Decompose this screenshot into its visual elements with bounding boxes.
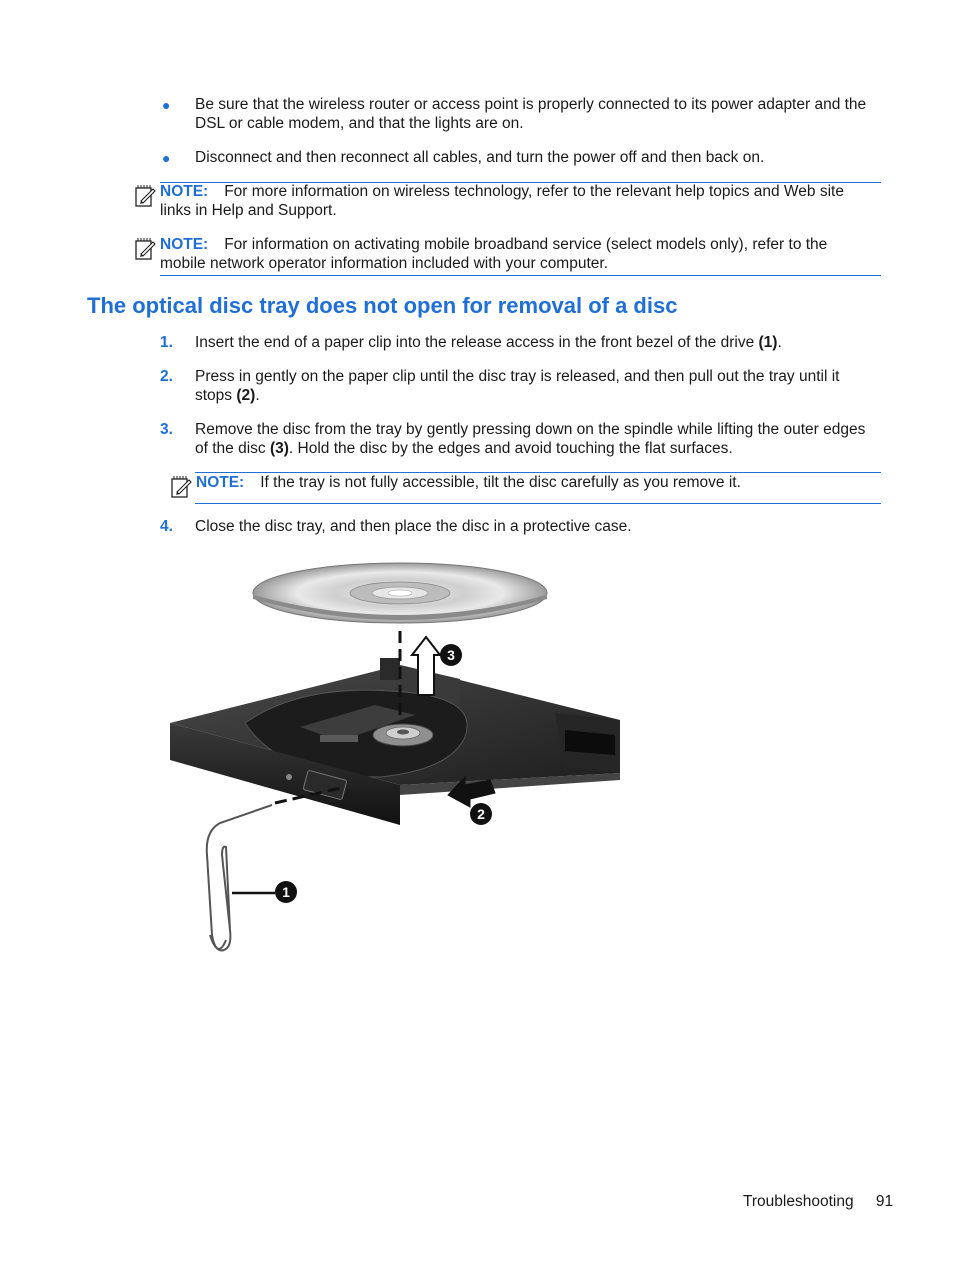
step-3 xyxy=(195,420,875,458)
page-number: 91 xyxy=(875,1193,894,1210)
footer xyxy=(743,1192,893,1211)
callout-3: 3 xyxy=(447,647,455,663)
note-text: If the tray is not fully accessible, tilt the disc carefully as you remove it. xyxy=(260,474,741,491)
bullet-item-cables: Disconnect and then reconnect all cables, and turn the power off and then back on. xyxy=(195,149,765,166)
step-text: . xyxy=(255,387,260,404)
note-text: For information on activating mobile broadband service (select models only), refer to the mobile network operator information included with your computer. xyxy=(160,236,828,272)
note-rule xyxy=(160,275,881,276)
note-tray-tilt xyxy=(196,473,876,492)
step-text: . Hold the disc by the edges and avoid touching the flat surfaces. xyxy=(288,440,733,457)
bullet-marker: ● xyxy=(162,97,171,113)
paper-clip xyxy=(207,787,345,950)
step-number: 1. xyxy=(160,334,173,351)
callout-1: 1 xyxy=(282,884,290,900)
step-1 xyxy=(195,333,875,352)
note-text: For more information on wireless technology, refer to the relevant help topics and Web site links in Help and Support. xyxy=(160,183,844,219)
bullet-item-router: Be sure that the wireless router or access point is properly connected to its power adapter and the DSL or cable modem, and that the lights are on. xyxy=(195,96,867,132)
step-number: 2. xyxy=(160,368,173,385)
drive-body xyxy=(170,658,620,825)
step-ref: (3) xyxy=(269,440,289,457)
step-text: . xyxy=(777,334,782,351)
step-ref: (1) xyxy=(758,334,778,351)
note-mobile-broadband xyxy=(160,235,875,273)
step-2 xyxy=(195,367,875,405)
footer-section: Troubleshooting xyxy=(743,1193,854,1210)
step-number: 4. xyxy=(160,518,173,535)
step-text: Close the disc tray, and then place the disc in a protective case. xyxy=(195,518,632,535)
note-icon xyxy=(134,237,156,261)
step-ref: (2) xyxy=(236,387,256,404)
note-wireless xyxy=(160,182,875,220)
section-title: The optical disc tray does not open for removal of a disc xyxy=(87,293,678,318)
disc xyxy=(253,563,547,623)
note-label: NOTE: xyxy=(160,183,209,200)
step-text: Press in gently on the paper clip until the disc tray is released, and then pull out the tray until it stops xyxy=(195,368,840,404)
step-text: Remove the disc from the tray by gently pressing down on the spindle while lifting the outer edges of the disc xyxy=(195,421,866,457)
note-rule xyxy=(195,503,881,504)
bullet-marker: ● xyxy=(162,150,171,166)
note-label: NOTE: xyxy=(196,474,245,491)
callout-2: 2 xyxy=(477,806,485,822)
step-number: 3. xyxy=(160,421,173,438)
note-icon xyxy=(134,184,156,208)
note-label: NOTE: xyxy=(160,236,209,253)
step-4 xyxy=(195,517,875,536)
disc-tray-illustration xyxy=(160,555,640,960)
step-text: Insert the end of a paper clip into the release access in the front bezel of the drive xyxy=(195,334,759,351)
note-icon xyxy=(170,475,192,499)
